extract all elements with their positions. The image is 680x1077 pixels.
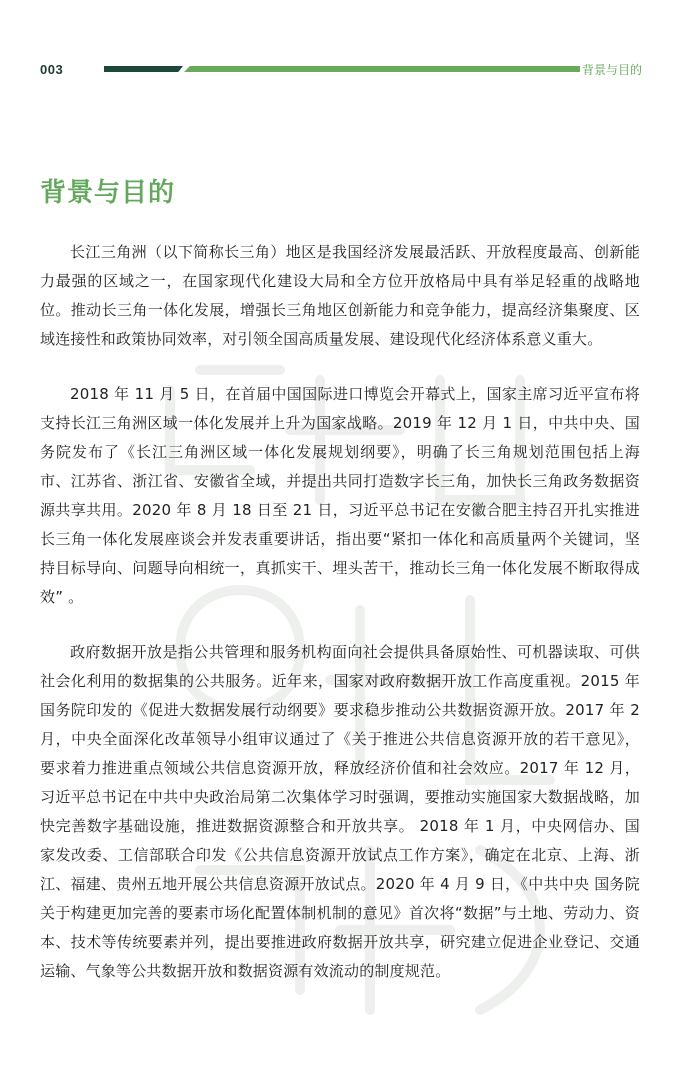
paragraph-3: 政府数据开放是指公共管理和服务机构面向社会提供具备原始性、可机器读取、可供社会化利用的数据集的公共服务。近年来，国家对政府数据开放工作高度重视。2015 年国务院印发的《促进大数据发展行动纲要》要求稳步推动公共数据资源开放。2017 年 2 月，中央全面深化改革领导小组审议通过了《关于推进公共信息资源开放的若干意见》，要求着力推进重点领域公共信息资源开放，释放经济价值和社会效应。2017 年 12 月，习近平总书记在中共中央政治局第二次集体学习时强调，要推动实施国家大数据战略，加快完善数字基础设施，推进数据资源整合和开放共享。 2018 年 1 月，中央网信办、国家发改委、工信部联合印发《公共信息资源开放试点工作方案》，确定在北京、上海、浙江、福建、贵州五地开展公共信息资源开放试点。2020 年 4 月 9 日，《中共中央 国务院关于构建更加完善的要素市场化配置体制机制的意见》首次将“数据”与土地、劳动力、资本、技术等传统要素并列，提出要推进政府数据开放共享，研究建立促进企业登记、交通运输、气象等公共数据开放和数据资源有效流动的制度规范。 [40, 643, 640, 980]
paragraph-1: 长江三角洲（以下简称长三角）地区是我国经济发展最活跃、开放程度最高、创新能力最强的区域之一，在国家现代化建设大局和全方位开放格局中具有举足轻重的战略地位。推动长三角一体化发展，增强长三角地区创新能力和竞争能力，提高经济集聚度、区域连接性和政策协同效率，对引领全国高质量发展、建设现代化经济体系意义重大。 [40, 243, 640, 348]
header-section-label: 背景与目的 [581, 63, 642, 77]
body-content [40, 238, 640, 1012]
paragraph-2: 2018 年 11 月 5 日，在首届中国国际进口博览会开幕式上，国家主席习近平宣布将支持长江三角洲区域一体化发展并上升为国家战略。2019 年 12 月 1 日，中共中央、国务院发布了《长江三角洲区域一体化发展规划纲要》，明确了长三角规划范围包括上海市、江苏省、浙江省、安徽省全域，并提出共同打造数字长三角，加快长三角政务数据资源共享共用。2020 年 8 月 18 日至 21 日，习近平总书记在安徽合肥主持召开扎实推进长三角一体化发展座谈会并发表重要讲话，指出要“紧扣一体化和高质量两个关键词，坚持目标导向、问题导向相统一，真抓实干、埋头苦干，推动长三角一体化发展不断取得成效” 。 [40, 385, 640, 606]
header-bar-green [184, 66, 580, 72]
page-number: 003 [40, 62, 64, 77]
page-title: 背景与目的 [40, 178, 176, 208]
header-bar-dark [104, 66, 183, 72]
page-header [0, 0, 680, 90]
